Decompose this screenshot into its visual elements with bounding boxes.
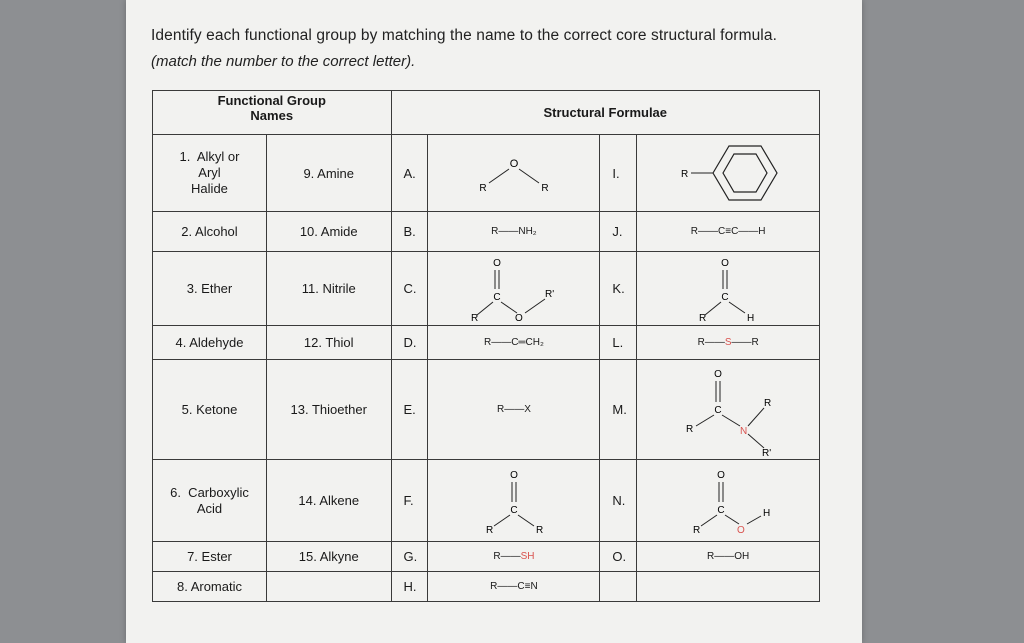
letter-cell: D. [391, 326, 428, 360]
atom-o: O [510, 469, 518, 481]
name-cell: 3. Ether [153, 252, 267, 326]
atom-r-prime: R' [762, 447, 772, 456]
atom-c: C [493, 291, 501, 303]
name-cell: 14. Alkene [266, 460, 391, 542]
atom-r: R [541, 183, 549, 193]
atom-c: C [721, 291, 729, 303]
name-cell [153, 135, 267, 212]
formula-N [637, 460, 820, 542]
atom-c: C [714, 404, 722, 416]
formula-O: R——OH [637, 542, 820, 572]
formula-H: R——C≡N [428, 572, 600, 602]
atom-r: R [764, 397, 772, 409]
empty-cell [637, 572, 820, 602]
atom-o: O [717, 469, 726, 481]
name-1-line1: 1. Alkyl or [179, 149, 240, 164]
table-header-row [153, 91, 820, 135]
table-row [153, 572, 820, 602]
name-cell: 2. Alcohol [153, 212, 267, 252]
atom-n: N [740, 425, 748, 437]
name-cell [266, 572, 391, 602]
atom-o: O [493, 257, 501, 269]
atom-r: R—— [493, 551, 521, 562]
atom-sh: SH [520, 551, 535, 562]
name-6-line2: Acid [196, 500, 223, 516]
formula-M [637, 360, 820, 460]
atom-o: O [737, 524, 745, 536]
letter-cell: M. [600, 360, 637, 460]
functional-group-table [152, 90, 820, 602]
atom-r-prime: R' [544, 288, 555, 300]
atom-h: H [763, 507, 771, 519]
atom-r: R [699, 312, 707, 323]
letter-cell: L. [600, 326, 637, 360]
atom-r: ——R [731, 337, 759, 348]
name-6-line1: 6. Carboxylic [170, 484, 249, 500]
formula-E: R——X [428, 360, 600, 460]
atom-o: O [509, 158, 519, 170]
letter-cell: G. [391, 542, 428, 572]
letter-cell: F. [391, 460, 428, 542]
table-row [153, 135, 820, 212]
header-names-line2: Names [250, 108, 294, 123]
header-names-line1: Functional Group [217, 93, 326, 108]
name-cell: 9. Amine [266, 135, 391, 212]
letter-cell: I. [600, 135, 637, 212]
atom-o: O [714, 368, 723, 380]
name-cell: 15. Alkyne [266, 542, 391, 572]
formula-F [428, 460, 600, 542]
atom-r: R [479, 183, 487, 193]
atom-c: C [717, 504, 725, 516]
name-cell: 10. Amide [266, 212, 391, 252]
formula-A [428, 135, 600, 212]
formula-K-drawing [673, 255, 783, 323]
table-row [153, 460, 820, 542]
name-cell: 8. Aromatic [153, 572, 267, 602]
name-1-line3: Halide [191, 181, 228, 196]
table-row [153, 360, 820, 460]
instruction-line-1: Identify each functional group by matching the name to the correct core structural formula. [151, 27, 777, 44]
instruction-line-2: (match the number to the correct letter). [151, 53, 416, 70]
atom-r: R [485, 524, 494, 536]
name-cell: 13. Thioether [266, 360, 391, 460]
name-cell [153, 460, 267, 542]
table-row [153, 252, 820, 326]
letter-cell [600, 572, 637, 602]
formula-A-drawing [469, 153, 559, 193]
atom-r: R [535, 524, 544, 536]
letter-cell: K. [600, 252, 637, 326]
letter-cell: O. [600, 542, 637, 572]
atom-h: H [747, 312, 755, 323]
letter-cell: J. [600, 212, 637, 252]
letter-cell: N. [600, 460, 637, 542]
letter-cell: A. [391, 135, 428, 212]
name-cell: 4. Aldehyde [153, 326, 267, 360]
formula-C [428, 252, 600, 326]
formula-B: R——NH₂ [428, 212, 600, 252]
atom-c: C [510, 504, 518, 516]
formula-I [637, 135, 820, 212]
formula-M-drawing [668, 364, 788, 456]
formula-J: R——C≡C——H [637, 212, 820, 252]
atom-o: O [514, 312, 523, 323]
letter-cell: C. [391, 252, 428, 326]
atom-r: R [686, 423, 694, 435]
formula-G [428, 542, 600, 572]
name-cell: 7. Ester [153, 542, 267, 572]
name-1-line2: Aryl [198, 165, 221, 180]
header-formulae: Structural Formulae [391, 91, 820, 135]
formula-I-drawing [653, 140, 803, 206]
formula-N-drawing [673, 466, 783, 536]
atom-o: O [721, 257, 730, 269]
atom-r: R [693, 524, 701, 536]
table-row [153, 326, 820, 360]
header-names [153, 91, 392, 135]
formula-C-drawing [459, 255, 569, 323]
table-row [153, 212, 820, 252]
name-cell: 5. Ketone [153, 360, 267, 460]
atom-r: R—— [697, 337, 725, 348]
name-cell: 12. Thiol [266, 326, 391, 360]
table-row [153, 542, 820, 572]
letter-cell: B. [391, 212, 428, 252]
formula-K [637, 252, 820, 326]
atom-s: S [724, 337, 732, 348]
formula-D: R——C═CH₂ [428, 326, 600, 360]
name-cell: 11. Nitrile [266, 252, 391, 326]
letter-cell: H. [391, 572, 428, 602]
formula-F-drawing [464, 466, 564, 536]
letter-cell: E. [391, 360, 428, 460]
atom-r: R [681, 169, 689, 180]
formula-L [637, 326, 820, 360]
atom-r: R [470, 312, 479, 323]
